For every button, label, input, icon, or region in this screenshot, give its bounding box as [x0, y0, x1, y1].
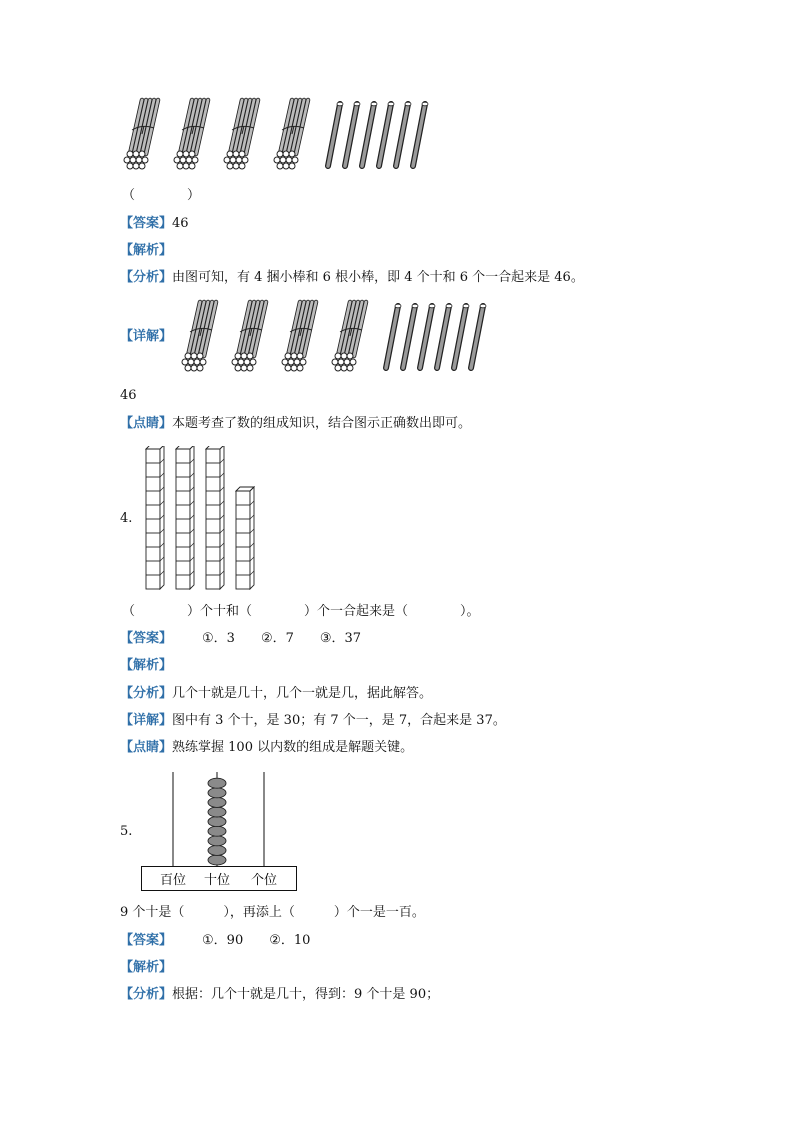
q4-xiangjie-row [120, 713, 506, 729]
stick-bundle-icon [174, 100, 208, 169]
fenxi-tag: 【分析】 [120, 686, 173, 701]
single-stick-icon [420, 304, 435, 368]
single-stick-icon [362, 102, 377, 166]
abacus-figure [140, 770, 300, 894]
q4-question: （ ）个十和（ ）个一合起来是（ ）。 [122, 604, 480, 619]
q5-answer-row [120, 933, 310, 949]
q4-answer-row [120, 631, 361, 647]
abacus-bead [208, 826, 226, 836]
q3-fenxi-row [120, 270, 584, 286]
label-hundreds: 百位 [159, 873, 187, 888]
stick-bundle-icon [282, 302, 316, 371]
q4-answer: ①．3 ②．7 ③．37 [202, 631, 362, 646]
dianjing-tag: 【点睛】 [120, 740, 173, 755]
single-stick-icon [454, 304, 469, 368]
bundles-and-sticks-figure [120, 96, 440, 172]
answer-tag: 【答案】 [120, 216, 173, 231]
single-stick-icon [386, 304, 401, 368]
q4-xiangjie-text: 图中有 3 个十，是 30；有 7 个一，是 7，合起来是 37。 [172, 713, 506, 728]
q5-fenxi-row [120, 987, 439, 1003]
bundles-and-sticks-figure-detail [178, 298, 498, 374]
xiangjie-tag: 【详解】 [120, 713, 173, 728]
jiexi-tag: 【解析】 [120, 243, 173, 258]
single-stick-icon [403, 304, 418, 368]
label-ones: 个位 [250, 873, 278, 888]
single-stick-icon [345, 102, 360, 166]
abacus-bead [208, 778, 226, 788]
q3-jiexi-row [120, 243, 172, 259]
abacus-bead [208, 797, 226, 807]
q4-jiexi-row [120, 658, 172, 674]
single-stick-icon [413, 102, 428, 166]
stick-bundle-icon [124, 100, 158, 169]
tens-rod-icon [206, 446, 224, 589]
fenxi-tag: 【分析】 [120, 270, 173, 285]
single-stick-icon [437, 304, 452, 368]
q3-answer: 46 [172, 216, 189, 231]
stick-bundle-icon [274, 100, 308, 169]
q4-dianjing-text: 熟练掌握 100 以内数的组成是解题关键。 [172, 740, 414, 755]
abacus-bead [208, 788, 226, 798]
fenxi-tag: 【分析】 [120, 987, 173, 1002]
answer-tag: 【答案】 [120, 933, 173, 948]
single-stick-icon [396, 102, 411, 166]
tens-rod-icon [176, 446, 194, 589]
q3-fenxi-text: 由图可知，有 4 捆小棒和 6 根小棒，即 4 个十和 6 个一合起来是 46。 [172, 270, 584, 285]
answer-tag: 【答案】 [120, 631, 173, 646]
jiexi-tag: 【解析】 [120, 960, 173, 975]
q3-xiangjie-result: 46 [120, 388, 137, 403]
q3-dianjing-text: 本题考查了数的组成知识，结合图示正确数出即可。 [172, 416, 472, 431]
q4-fenxi-text: 几个十就是几十，几个一就是几，据此解答。 [172, 686, 433, 701]
q5-question: 9 个十是（ ），再添上（ ）个一是一百。 [120, 905, 425, 920]
dianjing-tag: 【点睛】 [120, 416, 173, 431]
label-tens: 十位 [203, 873, 231, 888]
stick-bundle-icon [332, 302, 366, 371]
single-stick-icon [379, 102, 394, 166]
ones-cubes-icon [236, 487, 254, 589]
base-ten-blocks-figure [142, 446, 262, 592]
q3-answer-row [120, 216, 189, 232]
q4-fenxi-row [120, 686, 432, 702]
single-stick-icon [471, 304, 486, 368]
q3-answer-blank: （ ） [122, 188, 201, 203]
abacus-bead [208, 817, 226, 827]
abacus-bead [208, 807, 226, 817]
tens-rod-icon [146, 446, 164, 589]
abacus-bead [208, 855, 226, 865]
single-stick-icon [328, 102, 343, 166]
stick-bundle-icon [224, 100, 258, 169]
q5-number: 5. [120, 824, 133, 839]
q5-answer: ①．90 ②．10 [202, 933, 311, 948]
xiangjie-tag: 【详解】 [120, 329, 173, 344]
q3-dianjing-row [120, 416, 471, 432]
q3-xiangjie-row [120, 329, 172, 345]
jiexi-tag: 【解析】 [120, 658, 173, 673]
q4-number: 4. [120, 511, 133, 526]
stick-bundle-icon [232, 302, 266, 371]
abacus-bead [208, 836, 226, 846]
abacus-bead [208, 845, 226, 855]
q5-jiexi-row [120, 960, 172, 976]
q4-dianjing-row [120, 740, 413, 756]
stick-bundle-icon [182, 302, 216, 371]
q5-fenxi-text: 根据：几个十就是几十，得到：9 个十是 90； [172, 987, 440, 1002]
